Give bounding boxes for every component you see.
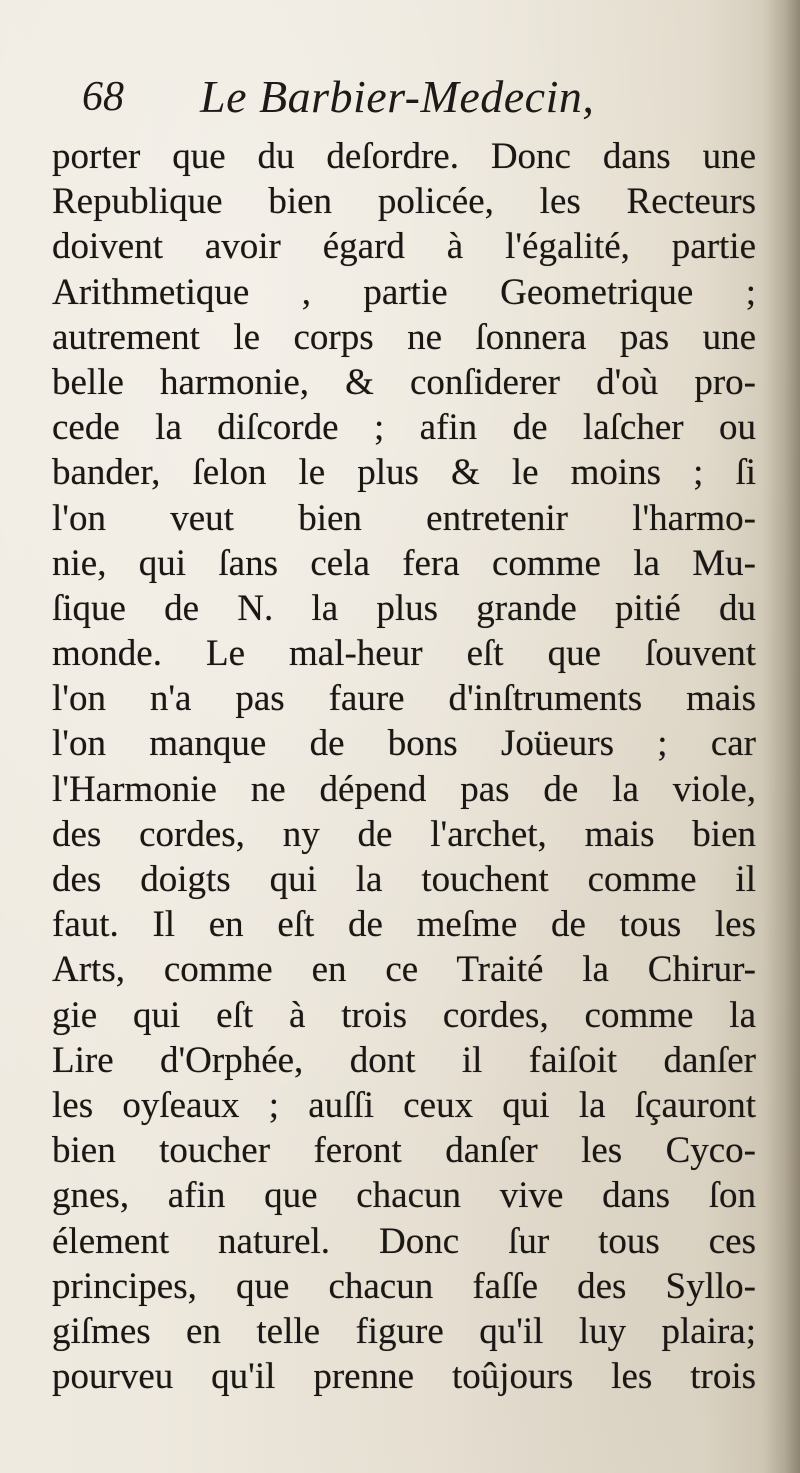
text-line: gnes, afin que chacun vive dans ſon xyxy=(52,1175,756,1217)
text-line: pourveu qu'il prenne toûjours les trois xyxy=(52,1356,756,1398)
text-line: faut. Il en eſt de meſme de tous les xyxy=(52,904,756,946)
text-line: doivent avoir égard à l'égalité, partie xyxy=(52,226,756,268)
text-line: l'on n'a pas faure d'inſtruments mais xyxy=(52,678,756,720)
text-line: Lire d'Orphée, dont il faiſoit danſer xyxy=(52,1039,756,1081)
page-number: 68 xyxy=(82,74,124,120)
text-line: bien toucher feront danſer les Cyco- xyxy=(52,1130,756,1172)
text-line: les oyſeaux ; auſſi ceux qui la ſçauront xyxy=(52,1084,756,1126)
text-line: bander, ſelon le plus & le moins ; ſi xyxy=(52,452,756,494)
text-line: gie qui eſt à trois cordes, comme la xyxy=(52,994,756,1036)
text-line: principes, que chacun faſſe des Syllo- xyxy=(52,1265,756,1307)
page-edge-shadow xyxy=(762,0,800,1473)
text-line: des doigts qui la touchent comme il xyxy=(52,859,756,900)
text-line: l'on veut bien entretenir l'harmo- xyxy=(52,497,756,539)
body-text xyxy=(52,134,756,1399)
text-line: giſmes en telle figure qu'il luy plaira; xyxy=(52,1310,756,1352)
page-header xyxy=(82,72,722,132)
text-line: l'on manque de bons Joüeurs ; car xyxy=(52,723,756,765)
text-line: cede la diſcorde ; afin de laſcher ou xyxy=(52,407,756,449)
text-line: monde. Le mal-heur eſt que ſouvent xyxy=(52,633,756,675)
text-line: autrement le corps ne ſonnera pas une xyxy=(52,316,756,358)
text-line: élement naturel. Donc ſur tous ces xyxy=(52,1220,756,1262)
text-line: Arithmetique , partie Geometrique ; xyxy=(52,271,756,313)
text-line: l'Harmonie ne dépend pas de la viole, xyxy=(52,768,756,810)
text-line: porter que du deſordre. Donc dans une xyxy=(52,136,756,177)
text-line: nie, qui ſans cela fera comme la Mu- xyxy=(52,542,756,584)
running-title: Le Barbier-Medecin, xyxy=(200,71,595,122)
text-line: belle harmonie, & conſiderer d'où pro- xyxy=(52,361,756,403)
text-line: Arts, comme en ce Traité la Chirur- xyxy=(52,949,756,991)
text-line: Republique bien policée, les Recteurs xyxy=(52,181,756,223)
text-line: des cordes, ny de l'archet, mais bien xyxy=(52,813,756,855)
text-line: ſique de N. la plus grande pitié du xyxy=(52,587,756,629)
